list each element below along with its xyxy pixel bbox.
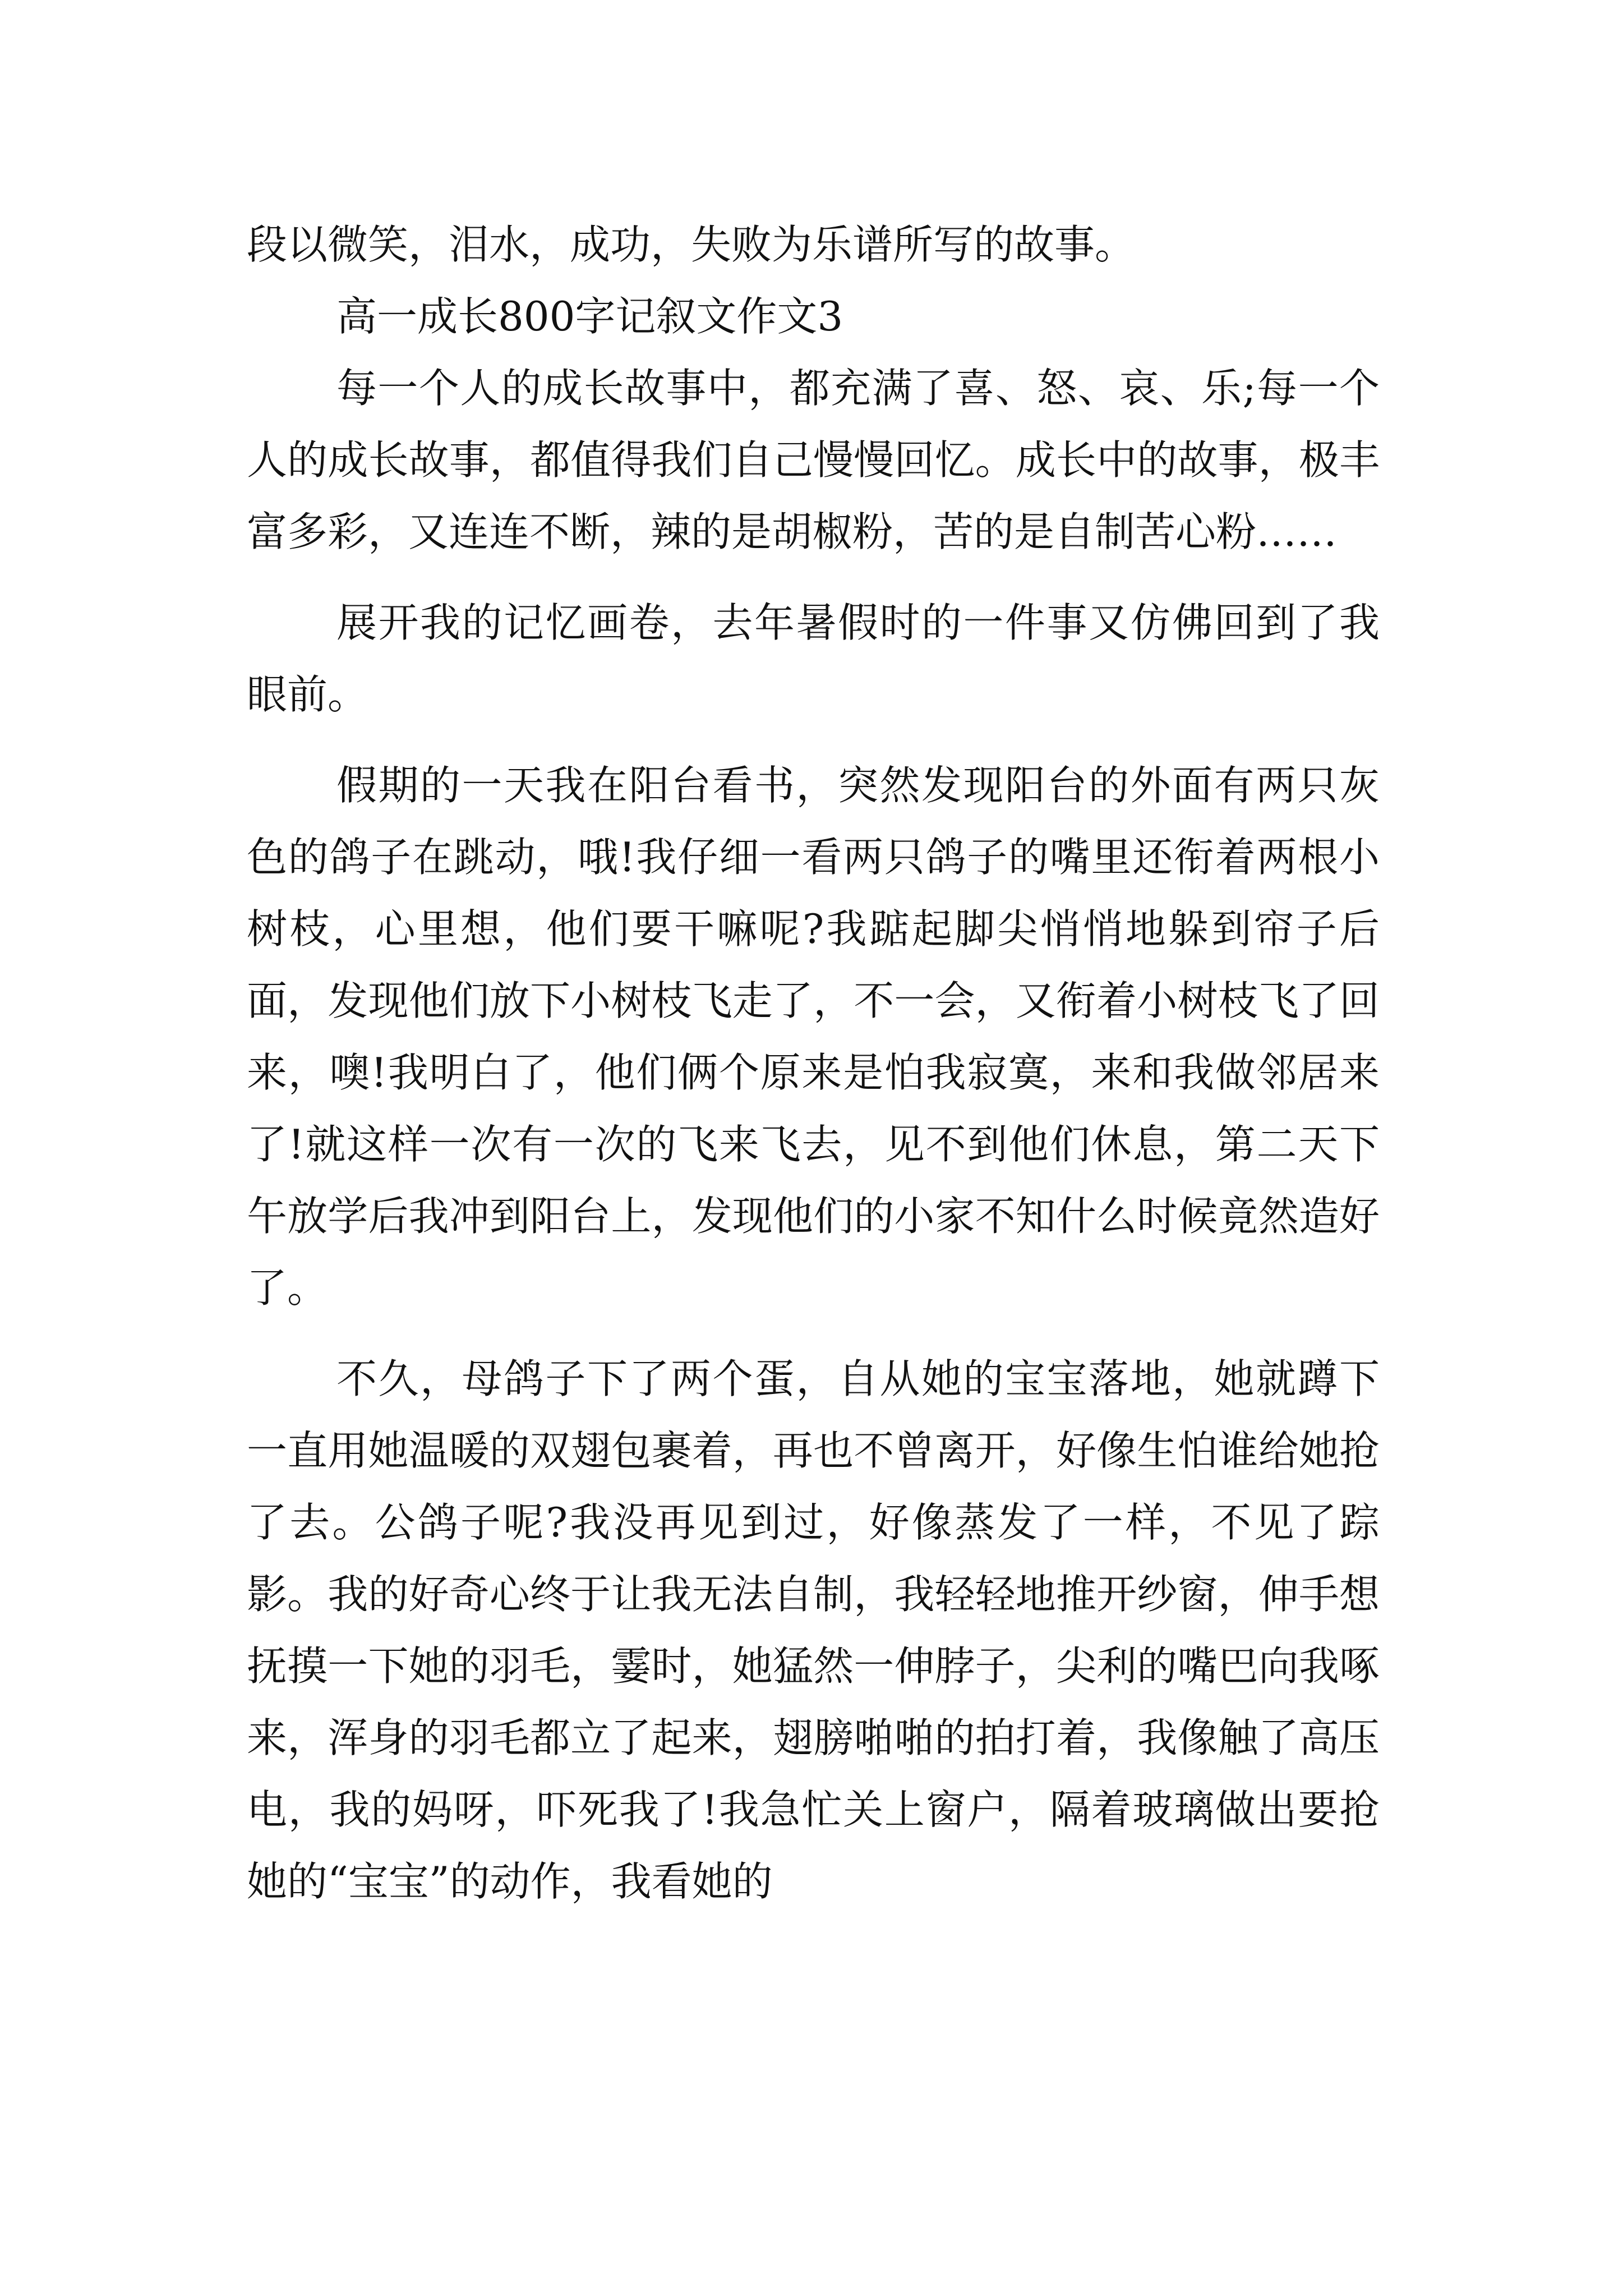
paragraph-memory: 展开我的记忆画卷，去年暑假时的一件事又仿佛回到了我眼前。 [247,599,1380,718]
paragraph-mother-pigeon: 不久，母鸽子下了两个蛋，自从她的宝宝落地，她就蹲下一直用她温暖的双翅包裹着，再也不曾离开，好像生怕谁给她抢了去。公鸽子呢?我没再见到过，好像蒸发了一样，不见了踪影。我的好奇心终于让我无法自制，我轻轻地推开纱窗，伸手想抚摸一下她的羽毛，霎时，她猛然一伸脖子，尖利的嘴巴向我啄来，浑身的羽毛都立了起来，翅膀啪啪的拍打着，我像触了高压电，我的妈呀，吓死我了!我急忙关上窗户，隔着玻璃做出要抢她的“宝宝”的动作，我看她的 [247,1355,1380,1905]
paragraph-pigeons-nest: 假期的一天我在阳台看书，突然发现阳台的外面有两只灰色的鸽子在跳动，哦!我仔细一看两只鸽子的嘴里还衔着两根小树枝，心里想，他们要干嘛呢?我踮起脚尖悄悄地躲到帘子后面，发现他们放下小树枝飞走了，不一会，又衔着小树枝飞了回来，噢!我明白了，他们俩个原来是怕我寂寞，来和我做邻居来了!就这样一次有一次的飞来飞去，见不到他们休息，第二天下午放学后我冲到阳台上，发现他们的小家不知什么时候竟然造好了。 [247,762,1380,1312]
document-body [247,209,1380,1917]
essay-title: 高一成长800字记叙文作文3 [336,293,843,340]
paragraph-intro: 每一个人的成长故事中，都充满了喜、怒、哀、乐;每一个人的成长故事，都值得我们自己慢慢回忆。成长中的故事，极丰富多彩，又连连不断，辣的是胡椒粉，苦的是自制苦心粉…… [247,365,1380,555]
paragraph-continuation: 段以微笑，泪水，成功，失败为乐谱所写的故事。 [247,221,1136,268]
